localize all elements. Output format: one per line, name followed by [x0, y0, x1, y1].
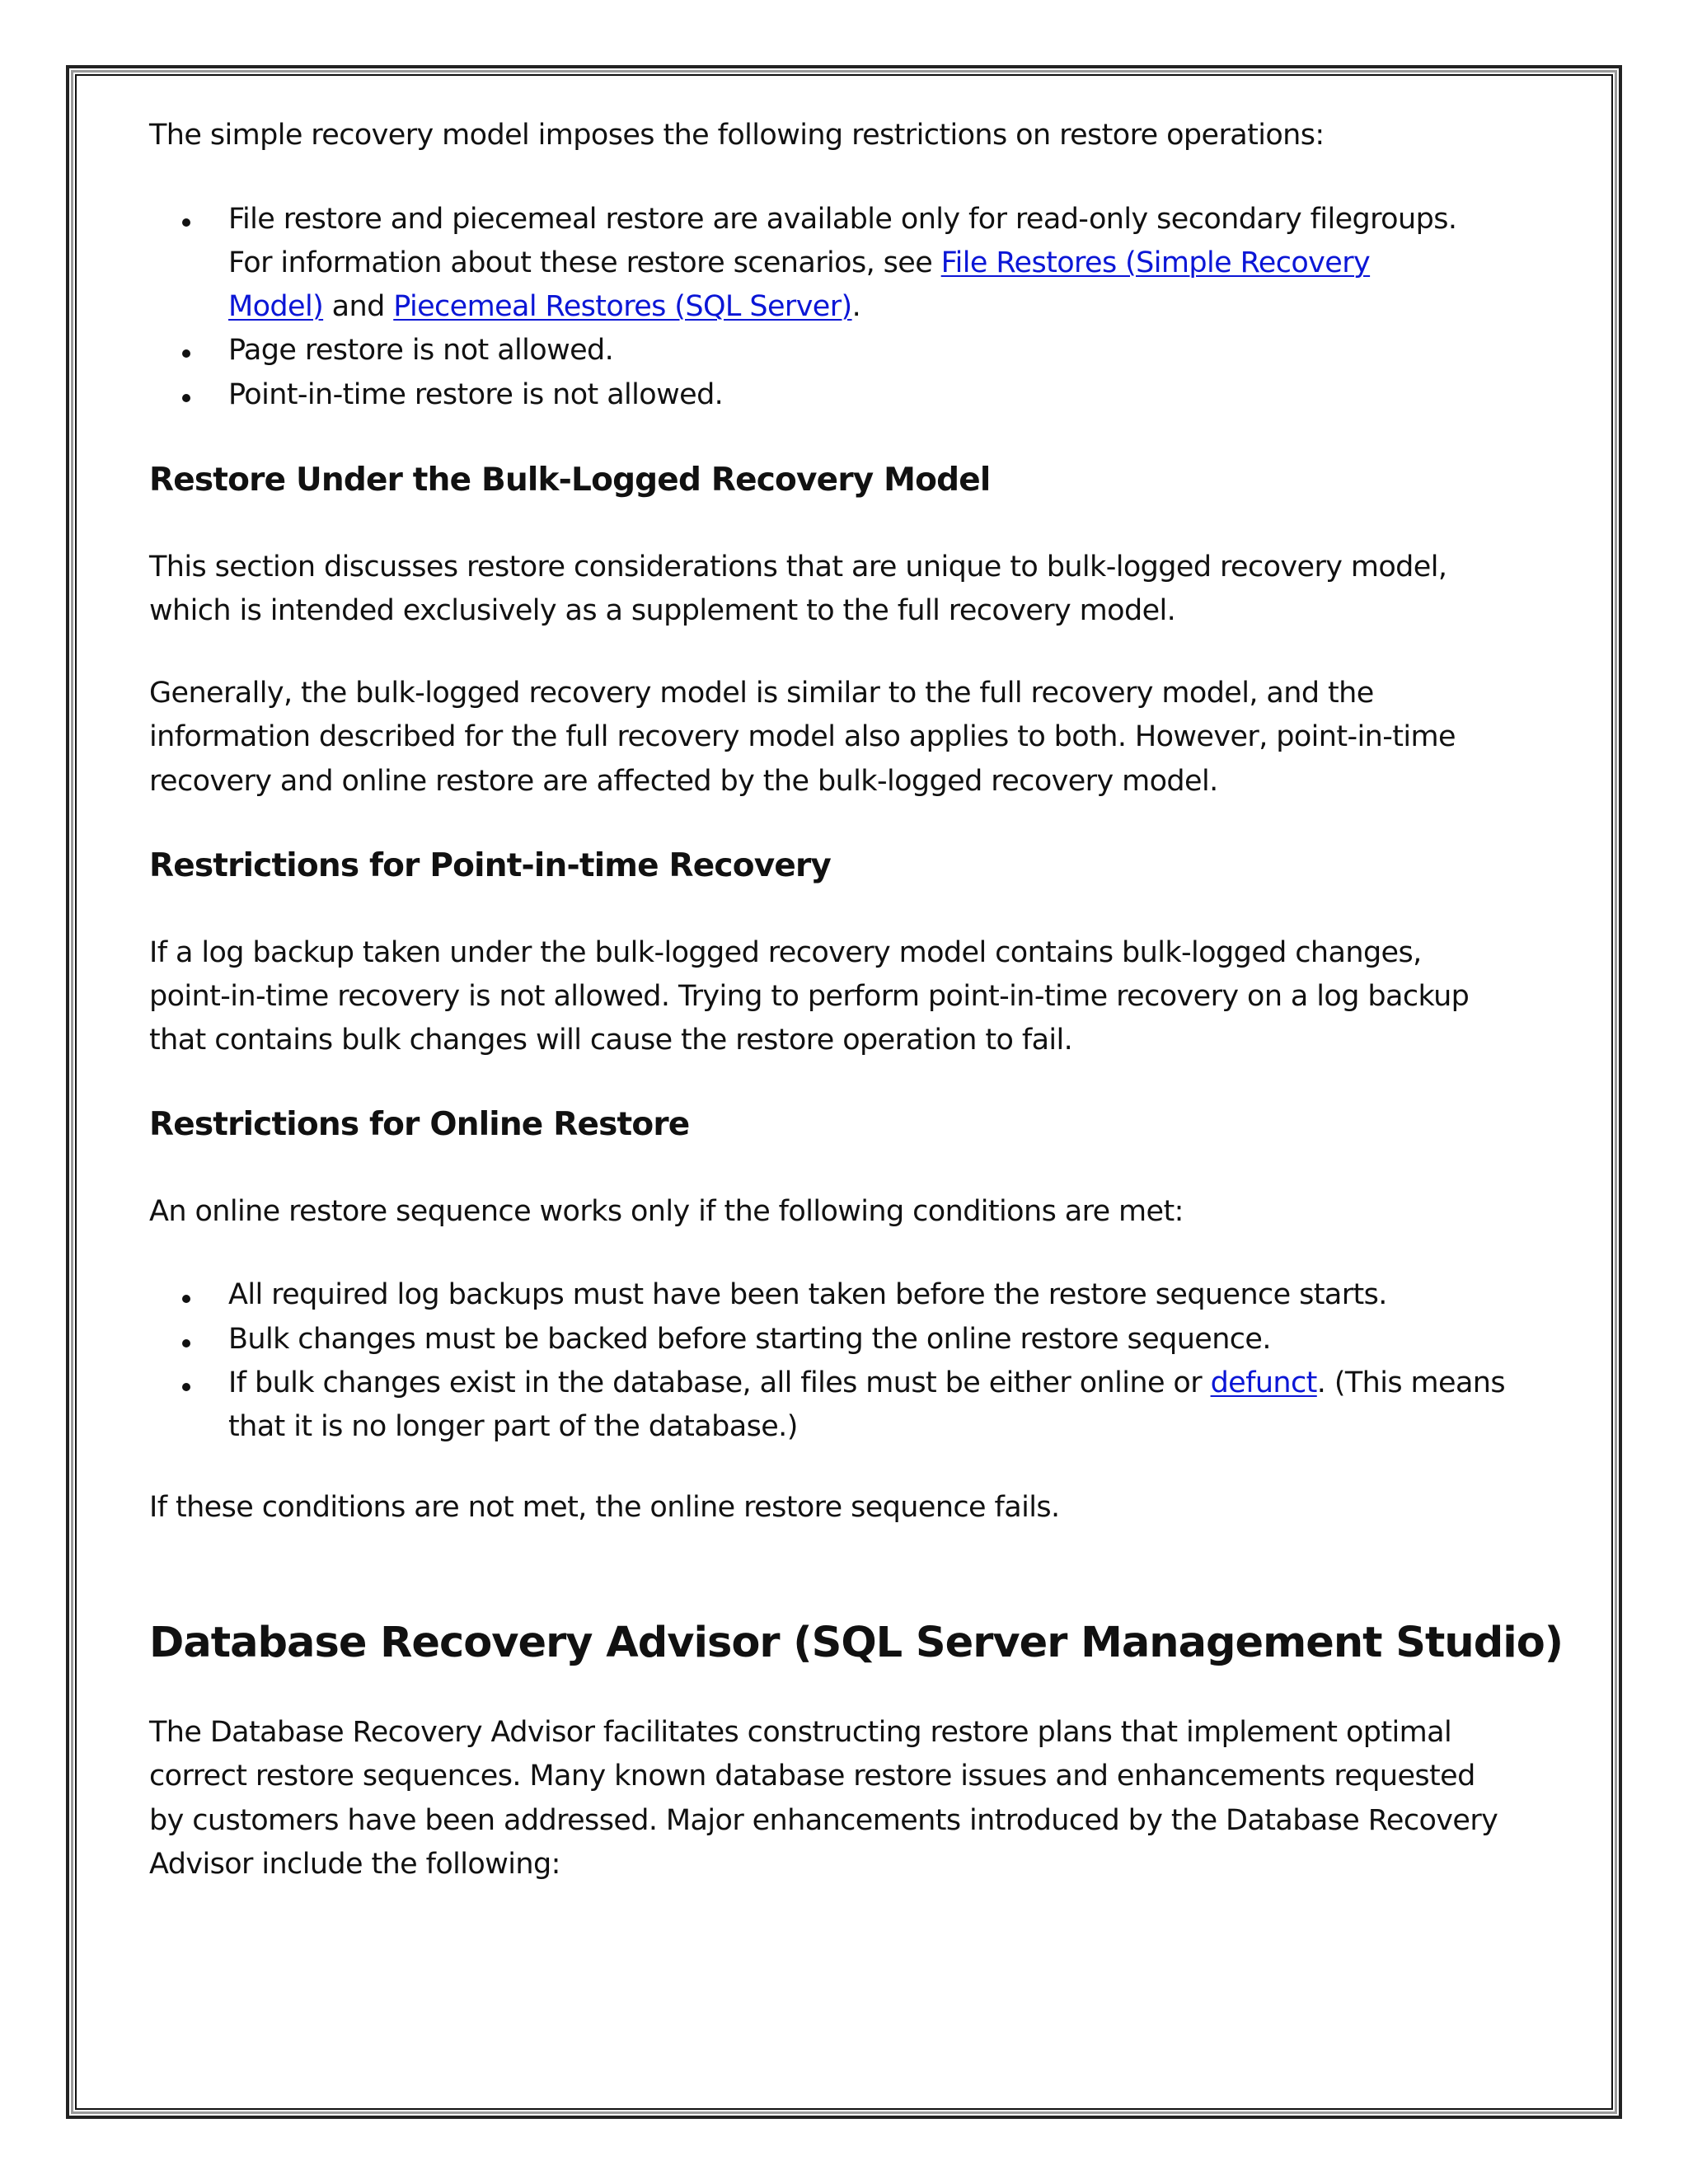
- bulk-p2-line-2: information described for the full recovery model also applies to both. However, point-in-time: [149, 720, 1456, 753]
- heading-point-in-time: Restrictions for Point-in-time Recovery: [149, 847, 832, 884]
- pit-p1-line-1: If a log backup taken under the bulk-logged recovery model contains bulk-logged changes,: [149, 936, 1422, 969]
- bullet-icon: [182, 218, 190, 227]
- pit-p1-line-3: that contains bulk changes will cause the restore operation to fail.: [149, 1024, 1073, 1057]
- simple-bullet-1-line-3: [228, 288, 860, 325]
- simple-bullet-2: Page restore is not allowed.: [228, 334, 614, 367]
- online-bullet-3-line-2: that it is no longer part of the database.): [228, 1410, 798, 1443]
- bulk-p1-line-1: This section discusses restore considerations that are unique to bulk-logged recovery model,: [149, 551, 1447, 583]
- bullet-icon: [182, 1295, 190, 1303]
- advisor-p1-line-3: by customers have been addressed. Major enhancements introduced by the Database Recovery: [149, 1804, 1498, 1837]
- online-bullet-2: Bulk changes must be backed before starting the online restore sequence.: [228, 1323, 1271, 1356]
- advisor-p1-line-2: correct restore sequences. Many known database restore issues and enhancements requested: [149, 1760, 1475, 1793]
- bullet-icon: [182, 1383, 190, 1391]
- link-defunct[interactable]: defunct: [1210, 1366, 1317, 1399]
- link-piecemeal-restores[interactable]: Piecemeal Restores (SQL Server): [393, 290, 852, 323]
- heading-recovery-advisor: Database Recovery Advisor (SQL Server Management Studio): [149, 1619, 1564, 1667]
- pit-p1-line-2: point-in-time recovery is not allowed. Trying to perform point-in-time recovery on a log backup: [149, 980, 1470, 1013]
- online-bullet-3-line-1: [228, 1365, 1505, 1401]
- bulk-p2-line-3: recovery and online restore are affected by the bulk-logged recovery model.: [149, 765, 1218, 798]
- intro-text: The simple recovery model imposes the following restrictions on restore operations:: [149, 119, 1325, 152]
- online-bullet-1: All required log backups must have been taken before the restore sequence starts.: [228, 1278, 1387, 1311]
- bullet-icon: [182, 349, 190, 358]
- heading-online-restore: Restrictions for Online Restore: [149, 1106, 690, 1143]
- bulk-p1-line-2: which is intended exclusively as a supplement to the full recovery model.: [149, 594, 1176, 627]
- advisor-p1-line-1: The Database Recovery Advisor facilitates constructing restore plans that implement optimal: [149, 1716, 1452, 1749]
- and-text: and: [323, 290, 394, 323]
- online-outro: If these conditions are not met, the online restore sequence fails.: [149, 1491, 1060, 1524]
- advisor-p1-line-4: Advisor include the following:: [149, 1848, 560, 1881]
- bullet-icon: [182, 1339, 190, 1347]
- period-text: .: [851, 290, 861, 323]
- bulk-p2-line-1: Generally, the bulk-logged recovery model is similar to the full recovery model, and the: [149, 677, 1374, 710]
- online-bullet-3-text: If bulk changes exist in the database, all files must be either online or: [228, 1366, 1211, 1399]
- simple-bullet-3: Point-in-time restore is not allowed.: [228, 378, 724, 411]
- online-intro: An online restore sequence works only if the following conditions are met:: [149, 1195, 1184, 1228]
- simple-bullet-1-text: For information about these restore scenarios, see: [228, 246, 941, 279]
- simple-bullet-1-line-1: File restore and piecemeal restore are available only for read-only secondary filegroups.: [228, 203, 1457, 236]
- bullet-icon: [182, 394, 190, 402]
- heading-bulk-logged: Restore Under the Bulk-Logged Recovery Model: [149, 462, 991, 499]
- online-bullet-3-post: . (This means: [1316, 1366, 1506, 1399]
- link-file-restores[interactable]: File Restores (Simple Recovery: [940, 246, 1371, 279]
- link-file-restores-cont[interactable]: Model): [228, 290, 324, 323]
- simple-bullet-1-line-2: [228, 245, 1370, 281]
